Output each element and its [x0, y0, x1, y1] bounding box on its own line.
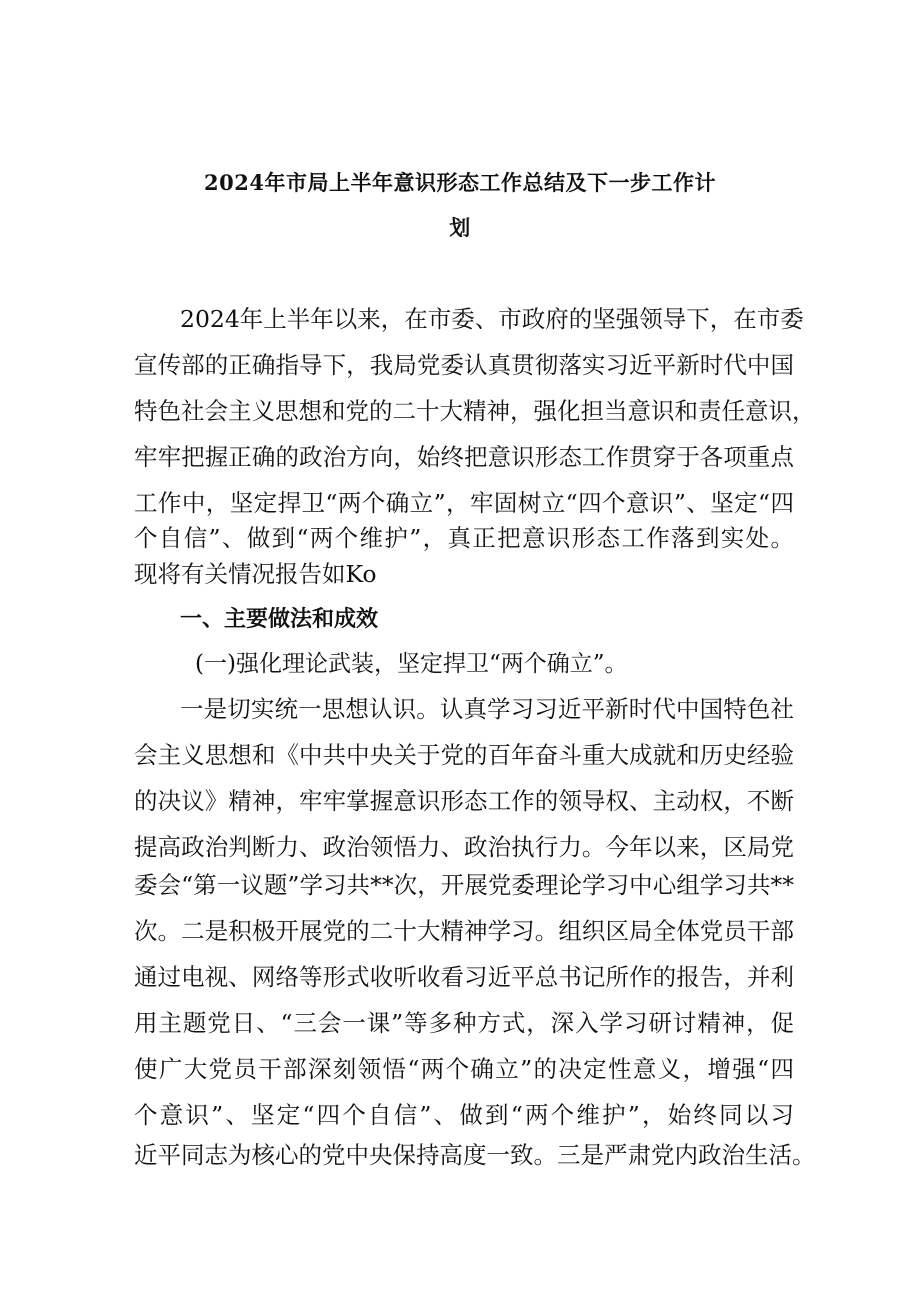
- document-title-line-1: 2024年市局上半年意识形态工作总结及下一步工作计: [204, 170, 716, 195]
- body-line: 提高政治判断力、政治领悟力、政治执行力。今年以来，区局党: [134, 833, 794, 861]
- body-line: 委会“第一议题”学习共**次，开展党委理论学习中心组学习共**: [134, 871, 794, 899]
- intro-line: 工作中，坚定捍卫“两个确立”，牢固树立“四个意识”、坚定“四: [134, 489, 794, 517]
- body-line: 通过电视、网络等形式收听收看习近平总书记所作的报告，并利: [134, 963, 794, 991]
- body-line: 使广大党员干部深刻领悟“两个确立”的决定性意义，增强“四: [134, 1055, 794, 1083]
- intro-line: 现将有关情况报告如Ko: [134, 560, 377, 588]
- body-line: 一是切实统一思想认识。认真学习习近平新时代中国特色社: [180, 695, 794, 723]
- body-line: 次。二是积极开展党的二十大精神学习。组织区局全体党员干部: [134, 917, 794, 945]
- document-title-line-2: 划: [449, 215, 471, 240]
- intro-line: 个自信”、做到“两个维护”，真正把意识形态工作落到实处。: [134, 524, 794, 552]
- body-line: 近平同志为核心的党中央保持高度一致。三是严肃党内政治生活。: [134, 1141, 816, 1169]
- section-heading: 一、主要做法和成效: [180, 606, 379, 632]
- intro-line: 宣传部的正确指导下，我局党委认真贯彻落实习近平新时代中国: [134, 351, 794, 379]
- body-line: 用主题党日、“三会一课”等多种方式，深入学习研讨精神，促: [134, 1009, 794, 1037]
- body-line: 个意识”、坚定“四个自信”、做到“两个维护”，始终同以习: [134, 1101, 794, 1129]
- intro-line: 特色社会主义思想和党的二十大精神，强化担当意识和责任意识，: [134, 397, 816, 425]
- intro-line: 牢牢把握正确的政治方向，始终把意识形态工作贯穿于各项重点: [134, 443, 794, 471]
- intro-line: 2024年上半年以来，在市委、市政府的坚强领导下，在市委: [180, 305, 804, 333]
- subsection-heading: (一)强化理论武装，坚定捍卫“两个确立”。: [195, 651, 628, 677]
- body-line: 会主义思想和《中共中央关于党的百年奋斗重大成就和历史经验: [134, 741, 794, 769]
- body-line: 的决议》精神，牢牢掌握意识形态工作的领导权、主动权，不断: [134, 787, 794, 815]
